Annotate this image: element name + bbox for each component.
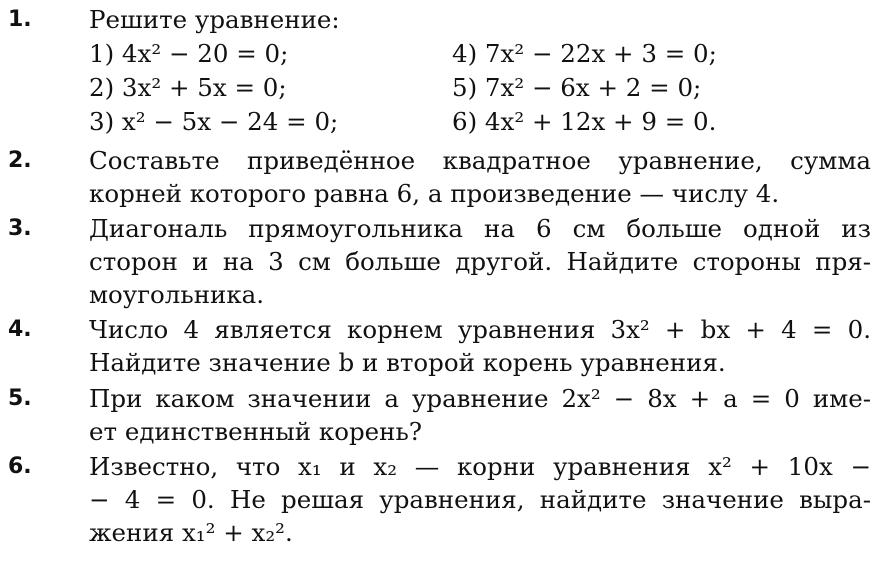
problem-6-line-2: − 4 = 0. Не решая уравнения, найдите значение выра- bbox=[89, 485, 871, 514]
problem-2-line-1: Составьте приведённое квадратное уравнение, сумма bbox=[89, 146, 871, 175]
equation-5: 5) 7x² − 6x + 2 = 0; bbox=[452, 73, 702, 102]
equation-4: 4) 7x² − 22x + 3 = 0; bbox=[452, 39, 717, 68]
equation-1: 1) 4x² − 20 = 0; bbox=[89, 39, 289, 68]
equation-2: 2) 3x² + 5x = 0; bbox=[89, 73, 287, 102]
problem-number: 2. bbox=[8, 148, 32, 173]
equation-6: 6) 4x² + 12x + 9 = 0. bbox=[452, 107, 717, 136]
problem-5-line-2: ет единственный корень? bbox=[89, 417, 422, 446]
problem-6-line-3: жения x₁² + x₂². bbox=[89, 518, 293, 547]
problem-5-line-1: При каком значении a уравнение 2x² − 8x + a = 0 име- bbox=[89, 384, 871, 413]
problem-3-line-3: моугольника. bbox=[89, 280, 265, 309]
problem-3-line-2: сторон и на 3 см больше другой. Найдите стороны пря- bbox=[89, 247, 871, 276]
problem-number: 3. bbox=[8, 216, 32, 241]
problem-number: 5. bbox=[8, 386, 32, 411]
problem-number: 6. bbox=[8, 454, 32, 479]
equation-3: 3) x² − 5x − 24 = 0; bbox=[89, 107, 339, 136]
problem-3-line-1: Диагональ прямоугольника на 6 см больше одной из bbox=[89, 214, 871, 243]
problem-6-line-1: Известно, что x₁ и x₂ — корни уравнения x² + 10x − bbox=[89, 452, 871, 481]
problem-number: 1. bbox=[8, 7, 32, 32]
problem-1-prompt: Решите уравнение: bbox=[89, 5, 340, 34]
problem-4-line-2: Найдите значение b и второй корень уравнения. bbox=[89, 348, 726, 377]
problem-2-line-2: корней которого равна 6, а произведение — числу 4. bbox=[89, 179, 780, 208]
problem-number: 4. bbox=[8, 317, 32, 342]
problem-4-line-1: Число 4 является корнем уравнения 3x² + bx + 4 = 0. bbox=[89, 315, 871, 344]
